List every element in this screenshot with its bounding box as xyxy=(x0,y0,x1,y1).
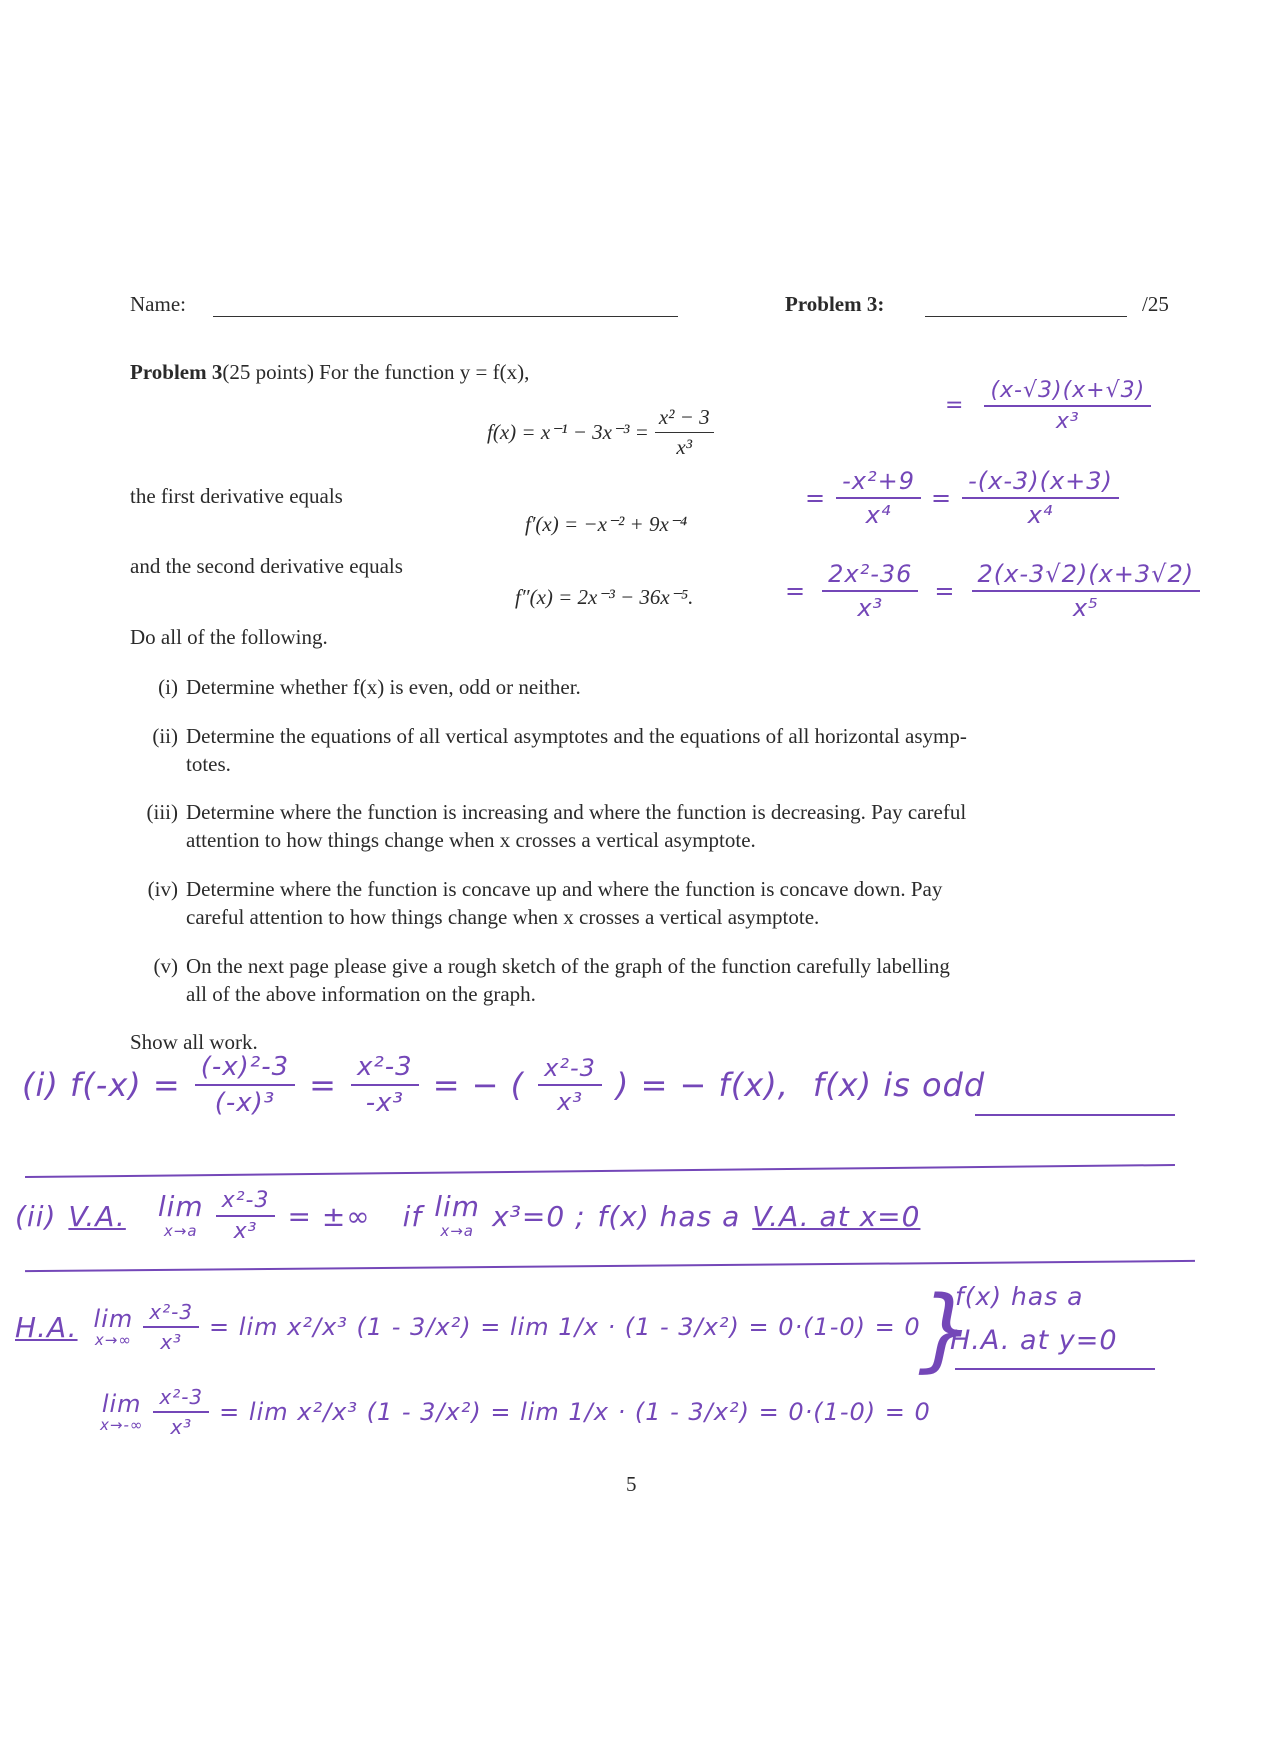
hw-divider-2 xyxy=(25,1260,1195,1272)
hw-part-i-end: ) = − f(x), xyxy=(615,1066,789,1104)
item-text: Determine where the function is increasing and where the function is decreasing. Pay careful xyxy=(186,800,967,824)
function-denominator: x³ xyxy=(676,435,693,459)
hw-fraction-numerator: -x²+9 xyxy=(836,467,921,499)
item-v xyxy=(130,952,950,1008)
hw-fraction-numerator: x²-3 xyxy=(538,1054,602,1086)
hw-fraction-denominator: x³ xyxy=(557,1088,583,1116)
hw-part-ii xyxy=(15,1188,920,1244)
hw-fraction-denominator: x⁵ xyxy=(1072,594,1099,622)
function-numerator: x² − 3 xyxy=(655,405,714,433)
item-number: (iii) xyxy=(146,800,178,824)
hw-ha-line-2 xyxy=(100,1385,931,1439)
hw-part-i-label: (i) f(-x) = xyxy=(22,1066,181,1104)
hw-fraction-denominator: x³ xyxy=(160,1330,183,1354)
item-text-continued: totes. xyxy=(186,752,231,776)
hw-x3-zero: x³=0 ; xyxy=(492,1199,586,1233)
hw-lim-sub: x→a xyxy=(163,1222,198,1241)
hw-fraction-numerator: x²-3 xyxy=(351,1052,419,1086)
first-derivative: f′(x) = −x⁻² + 9x⁻⁴ xyxy=(525,512,688,536)
first-derivative-text: the first derivative equals xyxy=(130,484,343,508)
hw-fraction-denominator: x⁴ xyxy=(865,501,892,529)
item-text-continued: attention to how things change when x crosses a vertical asymptote. xyxy=(186,828,756,852)
hw-factored-f: = $\frac{(x-√3)(x+√3)}{\text{x³}}$ xyxy=(945,378,1151,434)
hw-first-derivative: = $\frac{\text{-x²+9}}{\text{x⁴}}$ = $\frac{-(x-3)(x+3)}{\text{x⁴}}$ xyxy=(805,467,1119,529)
hw-lim-sub: x→-∞ xyxy=(100,1415,144,1434)
hw-divider-1 xyxy=(25,1164,1175,1178)
item-text: Determine whether f(x) is even, odd or neither. xyxy=(186,675,581,699)
hw-underline-odd xyxy=(975,1114,1175,1116)
item-number: (v) xyxy=(153,954,178,978)
hw-fraction-numerator: x²-3 xyxy=(143,1300,199,1328)
item-iv xyxy=(130,875,942,931)
hw-part-ii-label: (ii) xyxy=(15,1199,57,1233)
hw-fraction-denominator: (-x)³ xyxy=(214,1088,276,1118)
hw-fraction-denominator: x³ xyxy=(170,1415,193,1439)
item-number: (i) xyxy=(158,675,178,699)
hw-fraction-numerator: 2(x-3√2)(x+3√2) xyxy=(972,560,1201,592)
score-line[interactable] xyxy=(925,316,1127,317)
second-derivative: f″(x) = 2x⁻³ − 36x⁻⁵. xyxy=(515,585,694,609)
hw-va-label: V.A. xyxy=(68,1199,126,1233)
problem-points: (25 points) For the function y = f(x), xyxy=(222,360,530,384)
problem-score-label: Problem 3: xyxy=(785,292,885,316)
hw-lim-sub: x→∞ xyxy=(94,1330,132,1349)
hw-lim-sub: x→a xyxy=(440,1222,474,1241)
hw-part-i-conclusion: f(x) is odd xyxy=(812,1066,986,1104)
hw-fraction-numerator: x²-3 xyxy=(153,1385,209,1413)
hw-fraction-numerator: (x-√3)(x+√3) xyxy=(984,378,1151,407)
page-number: 5 xyxy=(626,1472,637,1496)
item-text-continued: careful attention to how things change when x crosses a vertical asymptote. xyxy=(186,905,820,929)
hw-underline-ha xyxy=(955,1368,1155,1370)
problem-statement xyxy=(130,360,529,385)
item-i xyxy=(130,673,581,701)
item-iii xyxy=(130,798,966,854)
item-number: (iv) xyxy=(147,877,178,901)
hw-fraction-denominator: x³ xyxy=(233,1219,258,1244)
instruction: Do all of the following. xyxy=(130,625,328,649)
item-number: (ii) xyxy=(152,724,178,748)
problem-title: Problem 3 xyxy=(130,360,223,384)
hw-fraction-denominator: -x³ xyxy=(365,1088,404,1118)
hw-part-i: (i) f(-x) = $\frac{\text{(-x)²-3}}{\text{(-x)³}}$ = $\frac{\text{x²-3}}{\text{-x³}}$ = − ( $\frac{\text{x²-3}}{\text{x³}}$ ) = − f(x), f(x) is odd xyxy=(22,1052,986,1118)
hw-fraction-numerator: x²-3 xyxy=(216,1188,276,1217)
item-text: Determine the equations of all vertical asymptotes and the equations of all horizontal asymp- xyxy=(186,724,967,748)
hw-if: if xyxy=(402,1199,423,1233)
hw-ha-expression-2: = lim x²/x³ (1 - 3/x²) = lim 1/x · (1 - 3/x²) = 0·(1-0) = 0 xyxy=(219,1398,931,1426)
hw-pm-infinity: = ±∞ xyxy=(287,1199,371,1233)
hw-lim: lim xyxy=(101,1389,142,1418)
show-work: Show all work. xyxy=(130,1030,258,1054)
item-text: Determine where the function is concave up and where the function is concave down. Pay xyxy=(186,877,943,901)
hw-ha-conclusion-1: f(x) has a xyxy=(955,1282,1084,1311)
hw-ha-conclusion-2: H.A. at y=0 xyxy=(950,1325,1118,1356)
hw-lim: lim xyxy=(434,1190,481,1224)
function-lhs: f(x) = x⁻¹ − 3x⁻³ = xyxy=(487,420,649,444)
hw-fraction-numerator: 2x²-36 xyxy=(822,560,918,592)
function-fraction xyxy=(655,405,714,460)
name-label: Name: xyxy=(130,292,186,316)
name-line[interactable] xyxy=(213,316,678,317)
hw-fraction-denominator: x³ xyxy=(857,594,884,622)
hw-ha-expression-1: = lim x²/x³ (1 - 3/x²) = lim 1/x · (1 - 3/x²) = 0·(1-0) = 0 xyxy=(209,1313,921,1341)
hw-fraction-numerator: (-x)²-3 xyxy=(195,1052,295,1086)
score-total: /25 xyxy=(1142,292,1169,316)
hw-lim: lim xyxy=(157,1190,204,1224)
hw-fraction-denominator: x⁴ xyxy=(1027,501,1054,529)
hw-lim: lim xyxy=(93,1304,134,1333)
hw-fraction-numerator: -(x-3)(x+3) xyxy=(962,467,1119,499)
hw-has: f(x) has a xyxy=(597,1199,741,1233)
hw-second-derivative: = $\frac{\text{2x²-36}}{\text{x³}}$ = $\frac{2(x-3√2)(x+3√2)}{\text{x⁵}}$ xyxy=(785,560,1200,622)
item-text-continued: all of the above information on the graph. xyxy=(186,982,536,1006)
hw-part-i-mid: = − ( xyxy=(432,1066,525,1104)
function-definition xyxy=(487,405,714,460)
hw-brace: } xyxy=(918,1277,977,1382)
hw-ha-line-1 xyxy=(15,1300,921,1354)
hw-ha-label: H.A. xyxy=(15,1310,78,1344)
second-derivative-text: and the second derivative equals xyxy=(130,554,403,578)
item-ii xyxy=(130,722,967,778)
hw-va-at: V.A. at x=0 xyxy=(752,1199,921,1233)
hw-fraction-denominator: x³ xyxy=(1055,409,1080,434)
item-text: On the next page please give a rough sketch of the graph of the function carefully labelling xyxy=(186,954,950,978)
